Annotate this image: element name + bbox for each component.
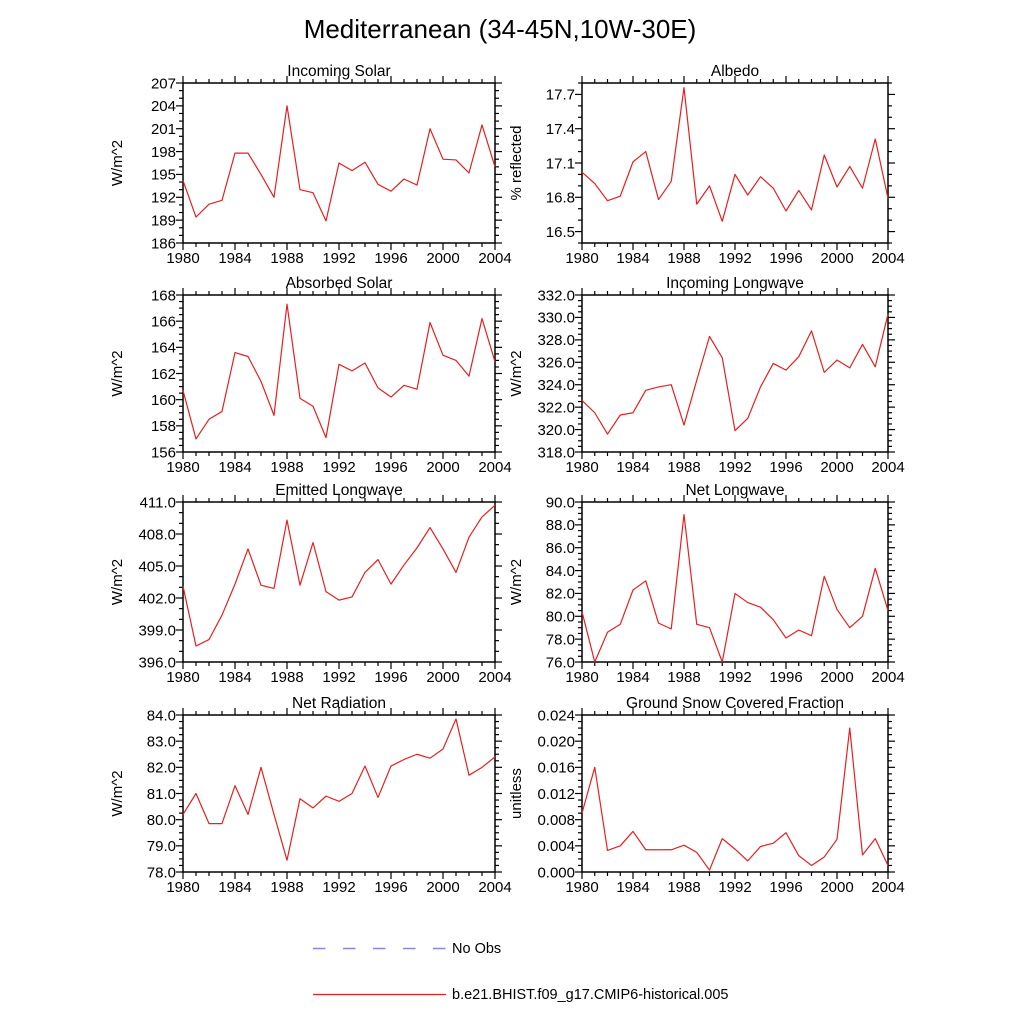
y-tick-label: 79.0 — [146, 838, 176, 856]
x-tick-label: 1992 — [322, 250, 356, 267]
plot-frame — [582, 83, 888, 243]
x-tick-label: 1996 — [769, 459, 803, 476]
y-tick-label: 0.016 — [537, 759, 575, 777]
plot-frame — [183, 502, 495, 662]
x-tick-label: 1996 — [374, 459, 408, 476]
y-axis-ticks — [176, 502, 502, 662]
x-tick-label: 2000 — [426, 250, 460, 267]
x-tick-label: 2000 — [820, 459, 854, 476]
y-axis-label: unitless — [508, 768, 525, 819]
x-tick-label: 2004 — [871, 250, 905, 267]
chart-panel-ground-snow-covered-fraction — [508, 695, 905, 896]
y-tick-label: 84.0 — [146, 707, 176, 725]
chart-panel-absorbed-solar — [109, 275, 512, 476]
x-tick-label: 1992 — [322, 879, 356, 896]
y-axis-ticks — [176, 295, 502, 452]
data-line — [582, 314, 888, 434]
y-tick-label: 166 — [150, 313, 176, 331]
x-tick-label: 1996 — [374, 669, 408, 686]
x-tick-label: 1992 — [322, 459, 356, 476]
y-axis-ticks — [575, 502, 895, 662]
chart-panel-albedo — [508, 63, 905, 267]
figure-title: Mediterranean (34-45N,10W-30E) — [303, 14, 697, 44]
x-tick-label: 2000 — [426, 879, 460, 896]
x-tick-label: 1984 — [616, 250, 650, 267]
y-tick-label: 83.0 — [146, 733, 176, 751]
x-tick-label: 1992 — [718, 669, 752, 686]
x-tick-label: 1984 — [218, 250, 252, 267]
data-line — [183, 505, 495, 646]
y-tick-label: 328.0 — [537, 332, 575, 350]
x-tick-label: 1988 — [270, 669, 304, 686]
panel-title: Incoming Solar — [287, 63, 391, 80]
y-tick-label: 330.0 — [537, 309, 575, 327]
data-line — [582, 515, 888, 662]
x-tick-label: 2000 — [820, 250, 854, 267]
y-tick-label: 80.0 — [545, 608, 575, 626]
x-tick-label: 1980 — [166, 250, 200, 267]
y-tick-label: 76.0 — [545, 654, 575, 672]
x-tick-label: 2004 — [871, 879, 905, 896]
y-tick-label: 320.0 — [537, 421, 575, 439]
x-tick-label: 1988 — [667, 669, 701, 686]
y-tick-label: 399.0 — [138, 622, 176, 640]
legend-item-no-obs — [312, 941, 501, 956]
data-line — [183, 106, 495, 221]
y-tick-label: 160 — [150, 391, 176, 409]
y-tick-label: 16.5 — [545, 223, 575, 241]
x-tick-label: 1980 — [565, 459, 599, 476]
y-tick-label: 86.0 — [545, 539, 575, 557]
y-tick-label: 81.0 — [146, 785, 176, 803]
y-axis-ticks — [176, 715, 502, 872]
y-tick-label: 204 — [150, 98, 176, 116]
x-tick-label: 1992 — [718, 879, 752, 896]
x-tick-label: 1980 — [166, 669, 200, 686]
x-tick-label: 1980 — [166, 459, 200, 476]
y-tick-label: 78.0 — [146, 864, 176, 882]
y-tick-label: 156 — [150, 444, 176, 462]
x-axis-ticks — [582, 76, 888, 250]
panel-title: Ground Snow Covered Fraction — [626, 695, 844, 712]
y-tick-label: 195 — [150, 166, 176, 184]
y-tick-label: 0.000 — [537, 864, 575, 882]
x-tick-label: 1980 — [565, 250, 599, 267]
x-tick-label: 1992 — [718, 250, 752, 267]
x-tick-label: 1996 — [374, 250, 408, 267]
x-tick-label: 1996 — [769, 879, 803, 896]
y-tick-label: 396.0 — [138, 654, 176, 672]
x-tick-label: 1984 — [218, 669, 252, 686]
y-tick-label: 207 — [150, 75, 176, 93]
data-line — [183, 719, 495, 860]
y-tick-label: 322.0 — [537, 399, 575, 417]
y-tick-label: 90.0 — [545, 494, 575, 512]
legend-label-model-run: b.e21.BHIST.f09_g17.CMIP6-historical.005 — [452, 986, 729, 1003]
x-tick-label: 1996 — [769, 250, 803, 267]
chart-panel-net-radiation — [109, 695, 512, 896]
y-tick-label: 0.004 — [537, 838, 575, 856]
y-tick-label: 186 — [150, 235, 176, 253]
x-tick-label: 1988 — [270, 879, 304, 896]
data-line — [582, 728, 888, 870]
y-axis-label: W/m^2 — [109, 558, 126, 606]
y-tick-label: 17.1 — [545, 155, 575, 173]
panel-title: Emitted Longwave — [275, 482, 403, 499]
x-tick-label: 1980 — [166, 879, 200, 896]
panel-title: Albedo — [710, 63, 760, 80]
x-tick-label: 2000 — [820, 669, 854, 686]
x-tick-label: 1996 — [374, 879, 408, 896]
plot-frame — [183, 715, 495, 872]
chart-panel-net-longwave — [508, 482, 905, 686]
y-tick-label: 192 — [150, 189, 176, 207]
x-tick-label: 2004 — [478, 879, 512, 896]
x-axis-ticks — [582, 495, 888, 669]
y-axis-label: W/m^2 — [508, 350, 525, 397]
y-tick-label: 82.0 — [545, 585, 575, 603]
y-axis-label: % reflected — [508, 125, 525, 201]
y-tick-label: 332.0 — [537, 287, 575, 305]
x-tick-label: 2000 — [820, 879, 854, 896]
y-tick-label: 84.0 — [545, 562, 575, 580]
y-tick-label: 198 — [150, 143, 176, 161]
panel-title: Net Longwave — [685, 482, 785, 499]
data-line — [183, 304, 495, 439]
y-tick-label: 162 — [150, 365, 176, 383]
y-tick-label: 324.0 — [537, 376, 575, 394]
y-tick-label: 0.024 — [537, 707, 575, 725]
y-tick-label: 17.7 — [545, 86, 575, 104]
y-tick-label: 405.0 — [138, 558, 176, 576]
y-axis-label: W/m^2 — [109, 350, 126, 397]
x-tick-label: 1988 — [667, 879, 701, 896]
y-tick-label: 189 — [150, 212, 176, 230]
y-tick-label: 164 — [150, 339, 176, 357]
x-tick-label: 1992 — [718, 459, 752, 476]
y-tick-label: 80.0 — [146, 811, 176, 829]
y-tick-label: 326.0 — [537, 354, 575, 372]
x-tick-label: 1980 — [565, 879, 599, 896]
y-tick-label: 0.020 — [537, 733, 575, 751]
chart-panel-incoming-solar — [109, 63, 512, 267]
chart-panel-emitted-longwave — [109, 482, 512, 686]
panel-title: Net Radiation — [292, 695, 386, 712]
legend-label-no-obs: No Obs — [452, 940, 502, 957]
x-tick-label: 1980 — [565, 669, 599, 686]
y-axis-ticks — [575, 83, 895, 243]
y-tick-label: 16.8 — [545, 189, 575, 207]
y-tick-label: 411.0 — [139, 494, 176, 512]
x-tick-label: 1988 — [270, 250, 304, 267]
x-tick-label: 1988 — [667, 459, 701, 476]
x-tick-label: 2004 — [871, 459, 905, 476]
legend-item-model-run — [312, 987, 728, 1002]
x-axis-ticks — [582, 288, 888, 459]
y-tick-label: 201 — [150, 120, 176, 138]
y-tick-label: 82.0 — [146, 759, 176, 777]
x-tick-label: 2004 — [478, 250, 512, 267]
x-tick-label: 2000 — [426, 669, 460, 686]
y-tick-label: 88.0 — [545, 517, 575, 535]
y-tick-label: 78.0 — [545, 631, 575, 649]
y-tick-label: 17.4 — [545, 120, 575, 138]
panel-title: Incoming Longwave — [666, 275, 804, 292]
y-axis-label: W/m^2 — [109, 770, 126, 817]
y-axis-label: W/m^2 — [109, 139, 126, 187]
x-tick-label: 2004 — [478, 459, 512, 476]
x-tick-label: 1996 — [769, 669, 803, 686]
model-solid-line-icon — [312, 987, 447, 1002]
y-axis-label: W/m^2 — [508, 558, 525, 606]
x-tick-label: 2000 — [426, 459, 460, 476]
plot-frame — [582, 502, 888, 662]
x-tick-label: 1988 — [667, 250, 701, 267]
chart-panel-incoming-longwave — [508, 275, 905, 476]
x-tick-label: 1984 — [218, 459, 252, 476]
panel-title: Absorbed Solar — [285, 275, 393, 292]
x-tick-label: 1984 — [616, 879, 650, 896]
data-line — [582, 88, 888, 222]
x-tick-label: 1984 — [616, 459, 650, 476]
x-axis-ticks — [183, 495, 495, 669]
x-tick-label: 1992 — [322, 669, 356, 686]
y-tick-label: 0.008 — [537, 811, 575, 829]
x-tick-label: 1988 — [270, 459, 304, 476]
y-tick-label: 158 — [150, 418, 176, 436]
y-tick-label: 408.0 — [138, 526, 176, 544]
y-tick-label: 0.012 — [537, 785, 575, 803]
y-tick-label: 402.0 — [138, 590, 176, 608]
x-tick-label: 2004 — [478, 669, 512, 686]
x-tick-label: 1984 — [218, 879, 252, 896]
x-tick-label: 1984 — [616, 669, 650, 686]
y-tick-label: 168 — [150, 287, 176, 305]
x-tick-label: 2004 — [871, 669, 905, 686]
no-obs-dashed-line-icon — [312, 941, 447, 956]
y-tick-label: 318.0 — [537, 444, 575, 462]
x-axis-ticks — [183, 708, 495, 879]
